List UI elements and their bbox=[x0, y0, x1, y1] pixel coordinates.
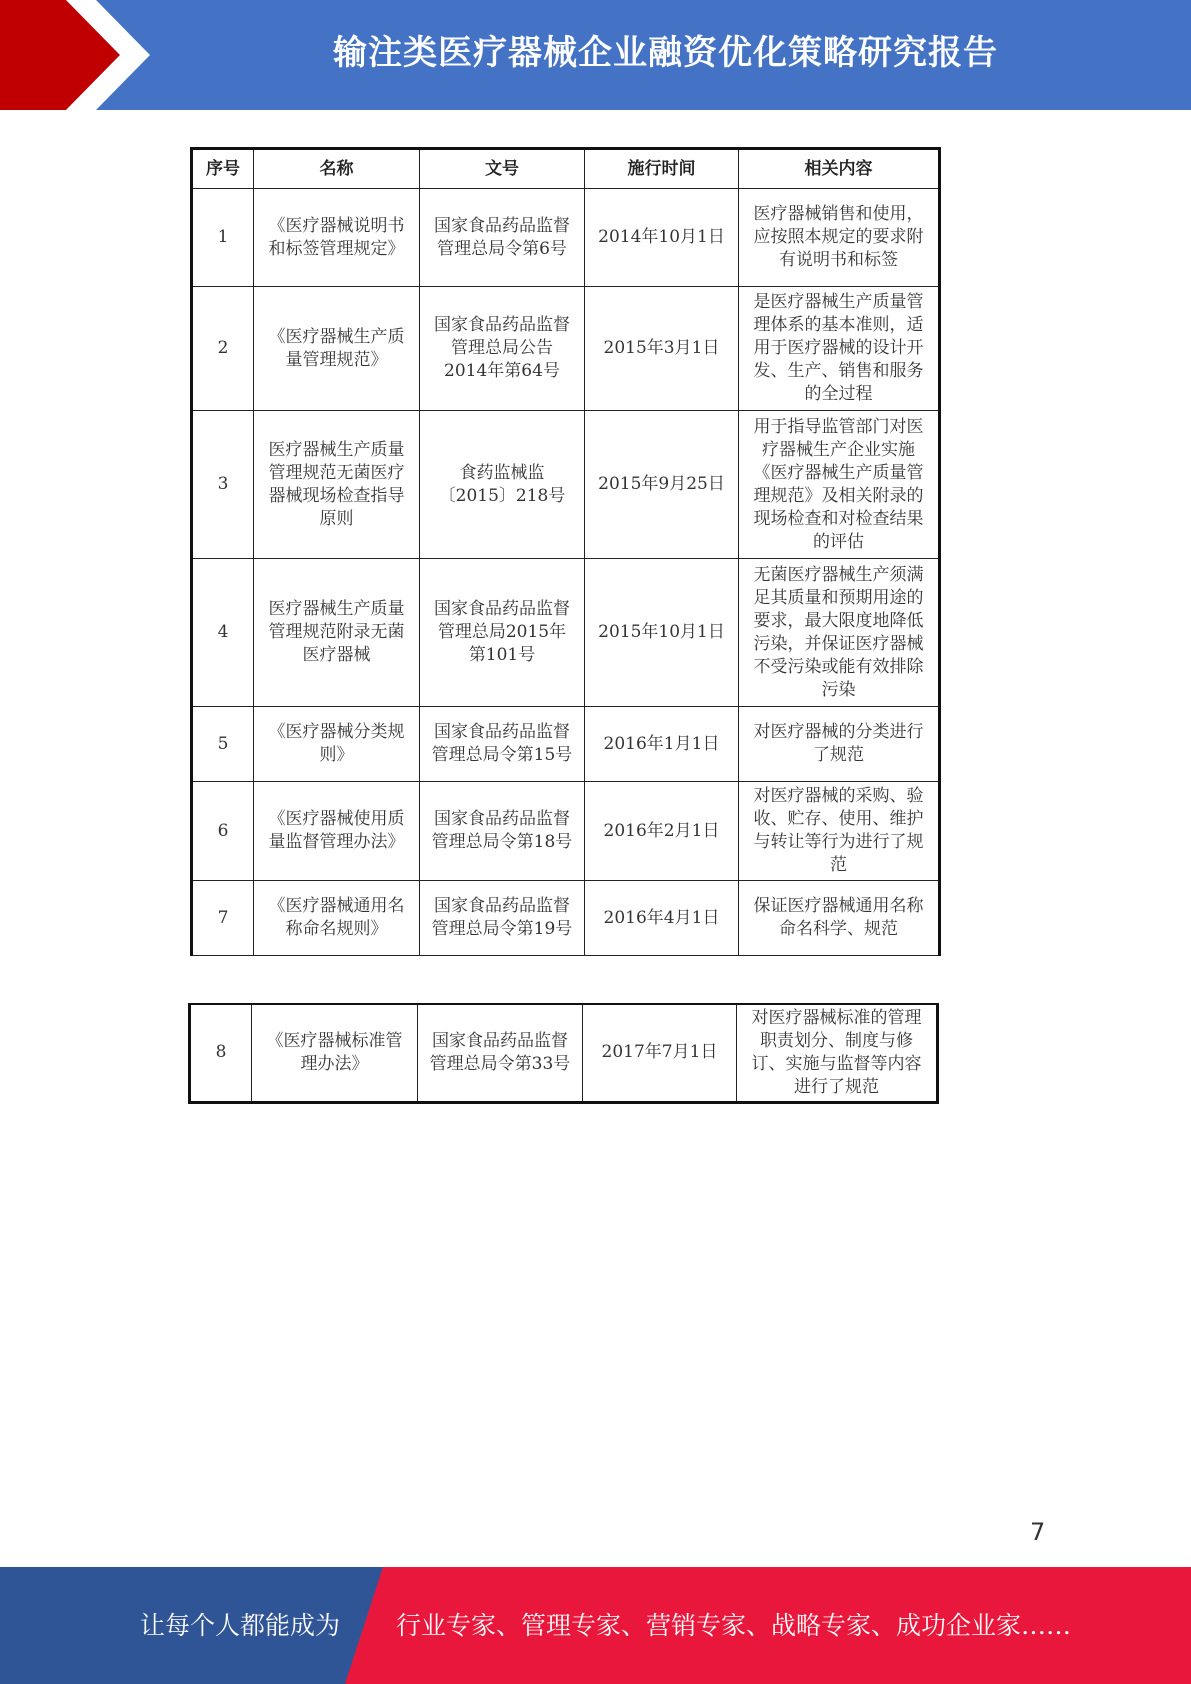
cell-effective-date: 2015年9月25日 bbox=[585, 411, 739, 559]
table-row bbox=[192, 411, 940, 559]
cell-doc-number: 国家食品药品监督管理总局令第19号 bbox=[420, 881, 585, 956]
cell-name: 《医疗器械说明书和标签管理规定》 bbox=[254, 189, 420, 287]
table-row bbox=[192, 287, 940, 411]
cell-name: 医疗器械生产质量管理规范无菌医疗器械现场检查指导原则 bbox=[254, 411, 420, 559]
report-title: 输注类医疗器械企业融资优化策略研究报告 bbox=[333, 33, 998, 73]
cell-effective-date: 2015年3月1日 bbox=[585, 287, 739, 411]
cell-doc-number: 国家食品药品监督管理总局令第6号 bbox=[420, 189, 585, 287]
cell-content: 保证医疗器械通用名称命名科学、规范 bbox=[739, 881, 940, 956]
cell-doc-number: 食药监械监〔2015〕218号 bbox=[420, 411, 585, 559]
cell-name: 《医疗器械生产质量管理规范》 bbox=[254, 287, 420, 411]
cell-content: 对医疗器械的分类进行了规范 bbox=[739, 707, 940, 782]
cell-content: 无菌医疗器械生产须满足其质量和预期用途的要求，最大限度地降低污染，并保证医疗器械不受污染或能有效排除污染 bbox=[739, 559, 940, 707]
column-header-content: 相关内容 bbox=[739, 149, 940, 189]
cell-effective-date: 2017年7月1日 bbox=[583, 1004, 737, 1102]
cell-name: 《医疗器械通用名称命名规则》 bbox=[254, 881, 420, 956]
cell-seq: 6 bbox=[192, 782, 254, 881]
cell-seq: 3 bbox=[192, 411, 254, 559]
cell-doc-number: 国家食品药品监督管理总局令第15号 bbox=[420, 707, 585, 782]
column-header-name: 名称 bbox=[254, 149, 420, 189]
cell-name: 医疗器械生产质量管理规范附录无菌医疗器械 bbox=[254, 559, 420, 707]
cell-seq: 2 bbox=[192, 287, 254, 411]
footer-slogan-right: 行业专家、管理专家、营销专家、战略专家、成功企业家…… bbox=[396, 1611, 1072, 1640]
cell-name: 《医疗器械分类规则》 bbox=[254, 707, 420, 782]
cell-seq: 4 bbox=[192, 559, 254, 707]
cell-doc-number: 国家食品药品监督管理总局公告2014年第64号 bbox=[420, 287, 585, 411]
cell-seq: 5 bbox=[192, 707, 254, 782]
cell-content: 对医疗器械的采购、验收、贮存、使用、维护与转让等行为进行了规范 bbox=[739, 782, 940, 881]
footer-slogan-left: 让每个人都能成为 bbox=[140, 1611, 341, 1640]
table-row bbox=[192, 189, 940, 287]
table-row bbox=[192, 881, 940, 956]
column-header-seq: 序号 bbox=[192, 149, 254, 189]
cell-effective-date: 2016年4月1日 bbox=[585, 881, 739, 956]
cell-content: 医疗器械销售和使用，应按照本规定的要求附有说明书和标签 bbox=[739, 189, 940, 287]
cell-effective-date: 2016年1月1日 bbox=[585, 707, 739, 782]
cell-seq: 8 bbox=[190, 1004, 252, 1102]
page-number: 7 bbox=[1030, 1518, 1046, 1546]
cell-seq: 1 bbox=[192, 189, 254, 287]
table-row bbox=[192, 707, 940, 782]
cell-name: 《医疗器械使用质量监督管理办法》 bbox=[254, 782, 420, 881]
page-header bbox=[0, 0, 1191, 110]
page-footer bbox=[0, 1567, 1191, 1684]
cell-doc-number: 国家食品药品监督管理总局2015年第101号 bbox=[420, 559, 585, 707]
table-row bbox=[192, 559, 940, 707]
cell-content: 用于指导监管部门对医疗器械生产企业实施《医疗器械生产质量管理规范》及相关附录的现场检查和对检查结果的评估 bbox=[739, 411, 940, 559]
cell-name: 《医疗器械标准管理办法》 bbox=[252, 1004, 418, 1102]
regulations-table-continued bbox=[188, 1003, 939, 1104]
regulations-table bbox=[190, 147, 941, 956]
cell-seq: 7 bbox=[192, 881, 254, 956]
cell-content: 对医疗器械标准的管理职责划分、制度与修订、实施与监督等内容进行了规范 bbox=[737, 1004, 938, 1102]
table-row bbox=[190, 1004, 938, 1102]
column-header-effective-date: 施行时间 bbox=[585, 149, 739, 189]
cell-doc-number: 国家食品药品监督管理总局令第33号 bbox=[418, 1004, 583, 1102]
cell-effective-date: 2015年10月1日 bbox=[585, 559, 739, 707]
table-header-row bbox=[192, 149, 940, 189]
cell-doc-number: 国家食品药品监督管理总局令第18号 bbox=[420, 782, 585, 881]
table-row bbox=[192, 782, 940, 881]
cell-effective-date: 2016年2月1日 bbox=[585, 782, 739, 881]
column-header-doc-number: 文号 bbox=[420, 149, 585, 189]
cell-content: 是医疗器械生产质量管理体系的基本准则，适用于医疗器械的设计开发、生产、销售和服务的全过程 bbox=[739, 287, 940, 411]
cell-effective-date: 2014年10月1日 bbox=[585, 189, 739, 287]
